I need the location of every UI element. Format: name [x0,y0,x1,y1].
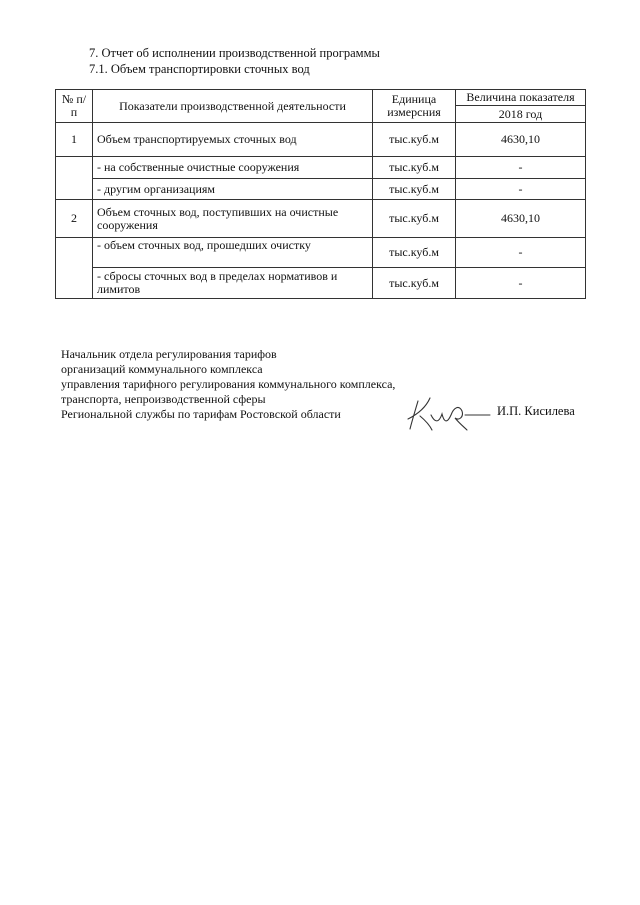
header-unit: Единица измерсния [373,90,456,123]
row-unit: тыс.куб.м [373,179,456,200]
transport-volume-table [55,89,586,299]
table-row [56,200,586,238]
row-num [56,238,93,299]
row-indicator: - сбросы сточных вод в пределах нормативов и лимитов [93,268,373,299]
row-num: 1 [56,123,93,157]
signer-position-line: Региональной службы по тарифам Ростовской области [61,407,341,421]
row-indicator: Объем сточных вод, поступивших на очистные сооружения [93,200,373,238]
row-num: 2 [56,200,93,238]
table-row [56,157,586,179]
row-indicator: - другим организациям [93,179,373,200]
header-value: Величина показателя [456,90,586,106]
row-value: - [456,268,586,299]
row-value: - [456,238,586,268]
signature-block [61,347,395,422]
handwritten-signature [404,393,494,433]
signer-position-line: транспорта, непроизводственной сферы [61,392,266,406]
table-header-row [56,90,586,106]
row-value: - [456,157,586,179]
row-unit: тыс.куб.м [373,200,456,238]
table-row [56,238,586,268]
row-indicator: Объем транспортируемых сточных вод [93,123,373,157]
row-value: - [456,179,586,200]
row-unit: тыс.куб.м [373,123,456,157]
table-row [56,179,586,200]
signer-position-line: Начальник отдела регулирования тарифов [61,347,277,361]
row-value: 4630,10 [456,123,586,157]
table-row [56,123,586,157]
row-indicator: - объем сточных вод, прошедших очистку [93,238,373,268]
row-num [56,157,93,200]
section-heading: 7. Отчет об исполнении производственной программы [89,46,380,60]
header-num: № п/п [56,90,93,123]
row-indicator: - на собственные очистные сооружения [93,157,373,179]
header-indicator: Показатели производственной деятельности [93,90,373,123]
table-row [56,268,586,299]
header-year: 2018 год [456,106,586,123]
row-value: 4630,10 [456,200,586,238]
row-unit: тыс.куб.м [373,238,456,268]
signer-position-line: управления тарифного регулирования коммунального комплекса, [61,377,396,391]
row-unit: тыс.куб.м [373,268,456,299]
signer-name: И.П. Кисилева [497,404,575,418]
signer-position-line: организаций коммунального комплекса [61,362,263,376]
subsection-heading: 7.1. Объем транспортировки сточных вод [89,62,310,76]
row-unit: тыс.куб.м [373,157,456,179]
